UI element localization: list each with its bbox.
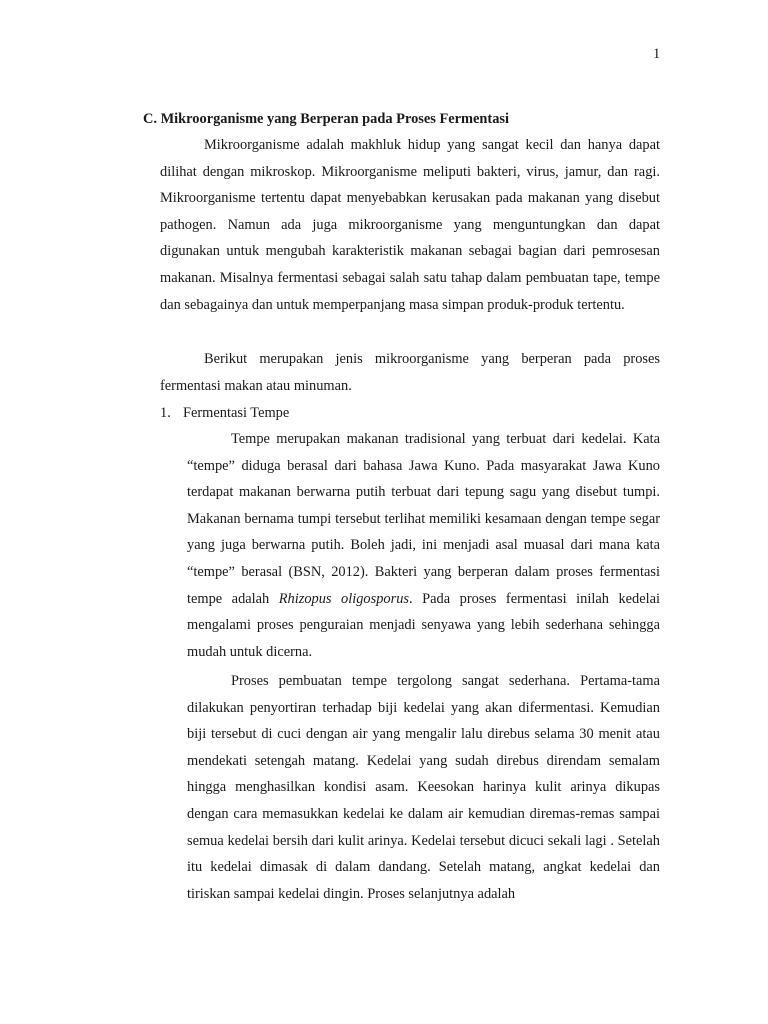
list-item-title: Fermentasi Tempe — [183, 405, 290, 421]
list-intro-paragraph — [160, 346, 660, 399]
tempe-paragraph-2 — [187, 668, 660, 907]
intro-paragraph-text: Mikroorganisme adalah makhluk hidup yang sangat kecil dan hanya dapat dilihat dengan mikroskop. Mikroorganisme meliputi bakteri, virus, jamur, dan ragi. Mikroorganisme tertentu dapat menyebabkan kerusakan pada makanan yang disebut pathogen. Namun ada juga mikroorganisme yang menguntungkan dan dapat digunakan untuk mengubah karakteristik makanan sebagai bagian dari pemrosesan makanan. Misalnya fermentasi sebagai salah satu tahap dalam pembuatan tape, tempe dan sebagainya dan untuk memperpanjang masa simpan produk-produk tertentu. — [160, 137, 660, 313]
tempe-paragraph-2-text: Proses pembuatan tempe tergolong sangat sederhana. Pertama-tama dilakukan penyortiran terhadap biji kedelai yang akan difermentasi. Kemudian biji tersebut di cuci dengan air yang mengalir lalu direbus selama 30 menit atau mendekati setengah matang. Kedelai yang sudah direbus direndam semalam hingga menghasilkan kondisi asam. Keesokan harinya kulit arinya dikupas dengan cara memasukkan kedelai ke dalam air kemudian diremas-remas sampai semua kedelai bersih dari kulit arinya. Kedelai tersebut dicuci sekali lagi . Setelah itu kedelai dimasak di dalam dandang. Setelah matang, angkat kedelai dan tiriskan sampai kedelai dingin. Proses selanjutnya adalah — [187, 673, 660, 902]
list-item-fermentasi-tempe — [160, 400, 289, 427]
tempe-paragraph-1-text — [187, 426, 660, 665]
species-name: Rhizopus oligosporus — [278, 590, 410, 607]
tempe-paragraph-1 — [187, 426, 660, 665]
list-item-number: 1. — [160, 405, 171, 421]
section-heading: C. Mikroorganisme yang Berperan pada Proses Fermentasi — [143, 111, 509, 127]
tempe-paragraph-1-part-a: Tempe merupakan makanan tradisional yang terbuat dari kedelai. Kata “tempe” diduga berasal dari bahasa Jawa Kuno. Pada masyarakat Jawa Kuno terdapat makanan berwarna putih terbuat dari tepung sagu yang disebut tumpi. Makanan bernama tumpi tersebut terlihat memiliki kesamaan dengan tempe segar yang juga berwarna putih. Boleh jadi, ini menjadi asal muasal dari mana kata “tempe” berasal (BSN, 2012). Bakteri yang berperan dalam proses fermentasi tempe adalah — [187, 431, 660, 607]
list-intro-paragraph-text: Berikut merupakan jenis mikroorganisme yang berperan pada proses fermentasi makan atau minuman. — [160, 351, 660, 394]
page-number: 1 — [653, 46, 661, 62]
tempe-paragraph-1-part-b: . Pada proses fermentasi inilah kedelai mengalami proses penguraian menjadi senyawa yang lebih sederhana sehingga mudah untuk dicerna. — [187, 590, 660, 660]
intro-paragraph — [160, 132, 660, 318]
